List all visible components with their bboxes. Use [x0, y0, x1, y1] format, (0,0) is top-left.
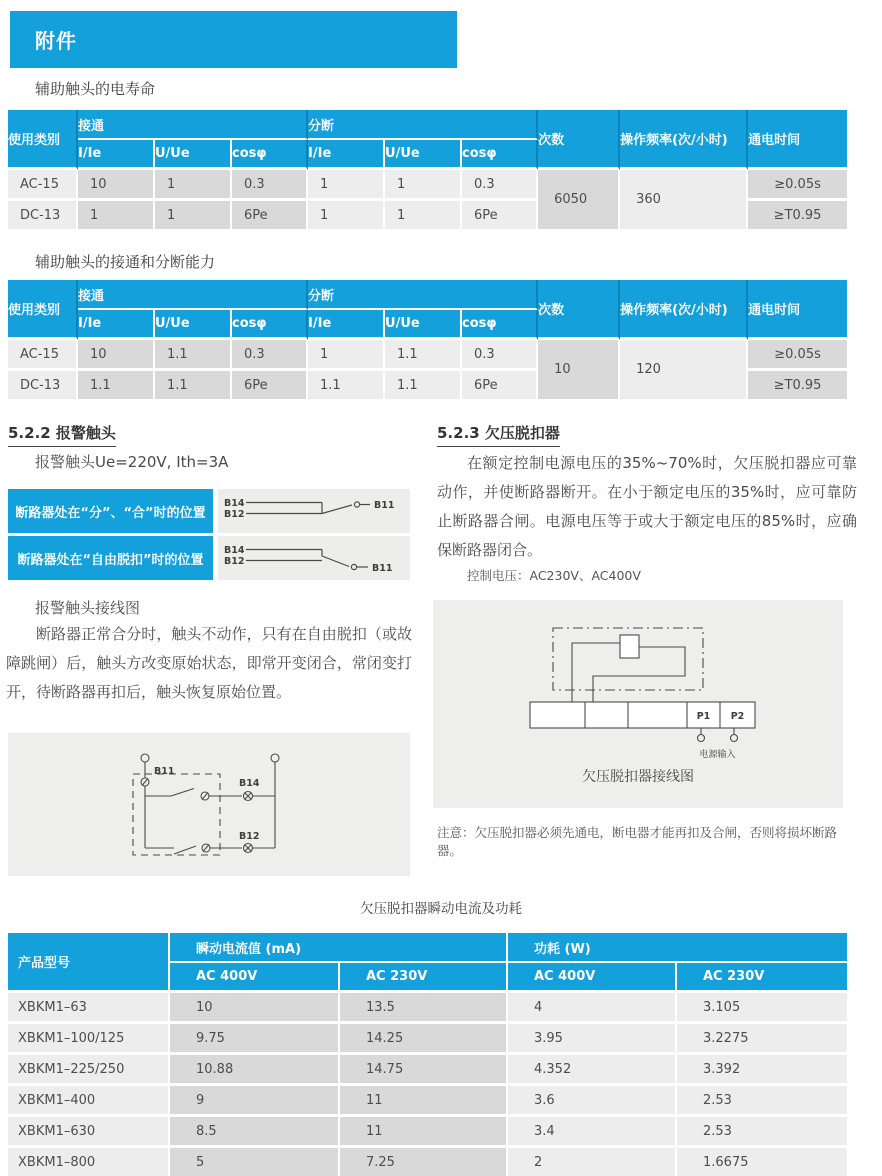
col-on-uue: U/Ue: [155, 310, 232, 340]
cell: 1.1: [385, 371, 462, 402]
cell-duration: ≥T0.95: [748, 201, 847, 232]
cell-model: XBKM1–800: [8, 1148, 170, 1176]
aux-capacity-title: 辅助触头的接通和分断能力: [35, 253, 216, 271]
table-row: [8, 1148, 847, 1176]
cell: 3.105: [677, 993, 847, 1024]
col-off-iie: I/Ie: [308, 140, 385, 170]
power-input-label: 电源输入: [699, 750, 736, 760]
cell: 3.95: [508, 1024, 677, 1055]
cell: 1.1: [78, 371, 155, 402]
row-label: AC-15: [8, 340, 78, 371]
aux-capacity-table: [8, 280, 847, 402]
col-count: 次数: [538, 110, 620, 170]
terminal-b11-label: B11: [374, 500, 395, 511]
cell: 1: [308, 201, 385, 232]
table-row: [8, 1117, 847, 1148]
cell: 14.75: [340, 1055, 508, 1086]
terminal-b12-label: B12: [239, 831, 260, 842]
col-on-iie: I/Ie: [78, 310, 155, 340]
alarm-rating: 报警触头Ue=220V, Ith=3A: [35, 453, 229, 471]
col-count: 次数: [538, 280, 620, 340]
uv-wiring-figure: [433, 600, 843, 808]
table-row: [8, 1024, 847, 1055]
cell: 1.6675: [677, 1148, 847, 1176]
col-power-400: AC 400V: [508, 963, 677, 993]
cell: 10: [78, 170, 155, 201]
cell: 1.1: [155, 340, 232, 371]
cell: 0.3: [462, 340, 538, 371]
cell: 6Pe: [232, 371, 308, 402]
table-row: [8, 993, 847, 1024]
terminal-p2-label: P2: [730, 711, 745, 722]
alarm-contact-diagram-2: [218, 536, 410, 580]
col-current-400: AC 400V: [170, 963, 340, 993]
col-on-uue: U/Ue: [155, 140, 232, 170]
col-group-on: 接通: [78, 110, 308, 140]
alarm-position-label-1: 断路器处在“分”、“合”时的位置: [8, 489, 213, 533]
cell: 0.3: [462, 170, 538, 201]
cell-model: XBKM1–100/125: [8, 1024, 170, 1055]
col-current-230: AC 230V: [340, 963, 508, 993]
col-on-cos: cosφ: [232, 140, 308, 170]
uv-table: [8, 933, 847, 1176]
col-group-current: 瞬动电流值 (mA): [170, 933, 508, 963]
cell: 6Pe: [232, 201, 308, 232]
cell: 2.53: [677, 1117, 847, 1148]
table-row: [8, 170, 847, 201]
col-usage: 使用类别: [8, 280, 78, 340]
terminal-b12-label: B12: [224, 509, 245, 520]
cell: 9.75: [170, 1024, 340, 1055]
cell: 10: [170, 993, 340, 1024]
cell: 6Pe: [462, 371, 538, 402]
terminal-b11-label: B11: [372, 563, 393, 574]
col-on-iie: I/Ie: [78, 140, 155, 170]
col-model: 产品型号: [8, 933, 170, 993]
terminal-b14-label: B14: [224, 545, 245, 556]
cell-model: XBKM1–63: [8, 993, 170, 1024]
contact-schematic-tripped: [218, 536, 410, 580]
cell-model: XBKM1–630: [8, 1117, 170, 1148]
cell: 0.3: [232, 340, 308, 371]
cell: 1: [155, 170, 232, 201]
cell: 10.88: [170, 1055, 340, 1086]
cell-duration: ≥0.05s: [748, 170, 847, 201]
cell: 5: [170, 1148, 340, 1176]
page-title: 附件: [35, 29, 77, 53]
col-freq: 操作频率(次/小时): [620, 110, 748, 170]
uv-heading: 5.2.3 欠压脱扣器: [437, 422, 560, 447]
cell: 1: [78, 201, 155, 232]
cell: 6Pe: [462, 201, 538, 232]
cell: 2.53: [677, 1086, 847, 1117]
cell: 1: [385, 170, 462, 201]
cell: 3.2275: [677, 1024, 847, 1055]
uv-figure-caption: 欠压脱扣器接线图: [582, 769, 694, 785]
col-group-on: 接通: [78, 280, 308, 310]
cell: 1.1: [385, 340, 462, 371]
col-group-off: 分断: [308, 110, 538, 140]
cell: 8.5: [170, 1117, 340, 1148]
cell: 1: [155, 201, 232, 232]
cell-duration: ≥T0.95: [748, 371, 847, 402]
table-row: [8, 1086, 847, 1117]
aux-life-title: 辅助触头的电寿命: [35, 80, 156, 98]
cell: 10: [78, 340, 155, 371]
cell-count: 10: [538, 340, 620, 402]
alarm-wiring-schematic: [8, 733, 410, 876]
terminal-b14-label: B14: [239, 778, 260, 789]
row-label: AC-15: [8, 170, 78, 201]
alarm-wiring-figure: [8, 733, 410, 876]
cell: 4.352: [508, 1055, 677, 1086]
terminal-p1-label: P1: [696, 711, 711, 722]
alarm-heading: 5.2.2 报警触头: [8, 422, 116, 447]
col-usage: 使用类别: [8, 110, 78, 170]
cell: 11: [340, 1117, 508, 1148]
cell: 7.25: [340, 1148, 508, 1176]
table-row: [8, 340, 847, 371]
cell: 4: [508, 993, 677, 1024]
cell: 3.6: [508, 1086, 677, 1117]
cell: 14.25: [340, 1024, 508, 1055]
cell: 1: [308, 170, 385, 201]
cell-duration: ≥0.05s: [748, 340, 847, 371]
cell: 0.3: [232, 170, 308, 201]
col-off-iie: I/Ie: [308, 310, 385, 340]
terminal-b11-label: B11: [154, 766, 175, 777]
cell-freq: 360: [620, 170, 748, 232]
col-on-cos: cosφ: [232, 310, 308, 340]
uv-table-title: 欠压脱扣器瞬动电流及功耗: [360, 901, 522, 917]
col-off-cos: cosφ: [462, 140, 538, 170]
uv-description: 在额定控制电源电压的35%~70%时，欠压脱扣器应可靠动作，并使断路器断开。在小于额定电压的35%时，应可靠防止断路器合闸。电源电压等于或大于额定电压的85%时，应确保断路器闭合。: [437, 454, 857, 559]
col-group-power: 功耗 (W): [508, 933, 847, 963]
aux-life-table: [8, 110, 847, 232]
row-label: DC-13: [8, 371, 78, 402]
col-duration: 通电时间: [748, 280, 847, 340]
alarm-wiring-title: 报警触头接线图: [35, 599, 141, 617]
table-row: [8, 1055, 847, 1086]
cell: 13.5: [340, 993, 508, 1024]
terminal-b14-label: B14: [224, 498, 245, 509]
cell-freq: 120: [620, 340, 748, 402]
alarm-description: 断路器正常合分时，触头不动作，只有在自由脱扣（或故障跳闸）后，触头方改变原始状态，即常开变闭合，常闭变打开，待断路器再扣后，触头恢复原始位置。: [6, 625, 412, 701]
col-off-uue: U/Ue: [385, 310, 462, 340]
row-label: DC-13: [8, 201, 78, 232]
alarm-contact-diagram-1: [218, 489, 410, 533]
col-group-off: 分断: [308, 280, 538, 310]
col-off-cos: cosφ: [462, 310, 538, 340]
cell: 1.1: [155, 371, 232, 402]
uv-control-voltage: 控制电压：AC230V、AC400V: [467, 568, 641, 583]
contact-schematic-closed: [218, 489, 410, 533]
cell: 3.4: [508, 1117, 677, 1148]
cell: 3.392: [677, 1055, 847, 1086]
cell: 1: [308, 340, 385, 371]
cell: 1.1: [308, 371, 385, 402]
cell-count: 6050: [538, 170, 620, 232]
page-banner: [10, 11, 457, 68]
uv-note: 注意：欠压脱扣器必须先通电，断电器才能再扣及合闸，否则将损坏断路器。: [437, 825, 838, 858]
col-duration: 通电时间: [748, 110, 847, 170]
terminal-b12-label: B12: [224, 556, 245, 567]
cell: 11: [340, 1086, 508, 1117]
col-off-uue: U/Ue: [385, 140, 462, 170]
cell: 9: [170, 1086, 340, 1117]
cell: 2: [508, 1148, 677, 1176]
col-freq: 操作频率(次/小时): [620, 280, 748, 340]
col-power-230: AC 230V: [677, 963, 847, 993]
alarm-position-label-2: 断路器处在“自由脱扣”时的位置: [8, 536, 213, 580]
cell-model: XBKM1–400: [8, 1086, 170, 1117]
cell-model: XBKM1–225/250: [8, 1055, 170, 1086]
cell: 1: [385, 201, 462, 232]
